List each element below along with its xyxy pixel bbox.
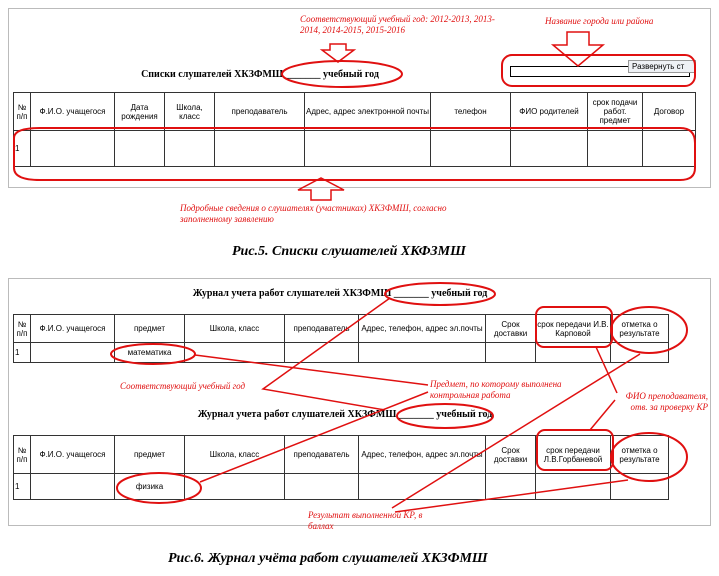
fig6-t1-header-cell: Срок доставки xyxy=(486,315,536,343)
fig5-caption: Рис.5. Списки слушателей ХКФЗМШ xyxy=(232,244,466,259)
fig6-t1-header-cell: Ф.И.О. учащегося xyxy=(31,315,115,343)
fig6-t2-header-cell: предмет xyxy=(115,436,185,474)
fig6-t2-header-cell: Адрес, телефон, адрес эл.почты xyxy=(359,436,486,474)
t1-subject-ellipse xyxy=(111,344,195,364)
fig6-t2-header-cell: Ф.И.О. учащегося xyxy=(31,436,115,474)
fig5-header-cell: телефон xyxy=(431,93,511,131)
fig6-t1-row-number: 1 xyxy=(14,343,31,363)
fig5-header-cell: Договор xyxy=(643,93,696,131)
fig6-t1-header-cell: преподаватель xyxy=(285,315,359,343)
fig6-t2-header-cell: отметка о результате xyxy=(611,436,669,474)
fig6-caption: Рис.6. Журнал учёта работ слушателей ХКЗФМШ xyxy=(168,551,488,566)
fig5-header-cell: Школа, класс xyxy=(165,93,215,131)
connector-teacher-2 xyxy=(590,400,615,430)
connector-subject-2 xyxy=(200,392,428,482)
city-rounded-box xyxy=(502,55,695,86)
t1-teacher-box xyxy=(536,307,612,347)
expand-button[interactable]: Развернуть ст xyxy=(628,60,696,73)
fig5-header-cell: преподаватель xyxy=(215,93,305,131)
fig6-t1-subject[interactable]: математика xyxy=(115,343,185,363)
fig6-t1-header-cell: Школа, класс xyxy=(185,315,285,343)
t2-result-ellipse xyxy=(611,433,687,481)
t2-teacher-box xyxy=(537,430,613,470)
fig5-header-cell: Ф.И.О. учащегося xyxy=(31,93,115,131)
fig5-note-year: Соответствующий учебный год: 2012-2013, 2013-2014, 2014-2015, 2015-2016 xyxy=(300,14,495,35)
fig6-t2-header-cell: № п/п xyxy=(14,436,31,474)
fig6-t2-header-cell: Срок доставки xyxy=(486,436,536,474)
fig5-header-cell: Дата рождения xyxy=(115,93,165,131)
details-row-outline xyxy=(14,128,695,180)
t2-subject-ellipse xyxy=(117,473,201,503)
fig5-note-city: Название города или района xyxy=(545,16,654,26)
fig6-note-teacher: ФИО преподавателя, отв. за проверку КР xyxy=(625,391,708,412)
t1-year-ellipse xyxy=(385,283,495,305)
fig6-t2-subject[interactable]: физика xyxy=(115,474,185,500)
fig6-note-subject: Предмет, по которому выполнена контрольная работа xyxy=(430,379,562,400)
fig5-header-cell: № п/п xyxy=(14,93,31,131)
fig6-note-result: Результат выполненной КР, в баллах xyxy=(308,510,423,531)
fig6-t1-header-cell: отметка о результате xyxy=(611,315,669,343)
fig6-t1-header-cell: № п/п xyxy=(14,315,31,343)
year-blank-ellipse xyxy=(282,61,402,87)
fig5-header-cell: ФИО родителей xyxy=(511,93,588,131)
up-arrow-details xyxy=(298,178,344,200)
fig5-header-cell: Адрес, адрес электронной почты xyxy=(305,93,431,131)
fig5-row-number: 1 xyxy=(14,131,31,167)
down-arrow-year xyxy=(322,44,354,62)
fig5-note-details: Подробные сведения о слушателях (участниках) ХКЗФМШ, согласно заполненному заявлению xyxy=(180,203,447,224)
fig5-title: Списки слушателей ХКЗФМШ _______ учебный год xyxy=(141,69,379,80)
fig6-t1-header-cell: срок передачи И.В. Карповой xyxy=(536,315,611,343)
fig6-t2-header-cell: преподаватель xyxy=(285,436,359,474)
t2-year-ellipse xyxy=(397,404,493,428)
connector-year-1 xyxy=(263,298,390,410)
fig6-t2-header-cell: срок передачи Л.В.Горбаневой xyxy=(536,436,611,474)
down-arrow-city xyxy=(553,32,603,66)
fig6-table2-title: Журнал учета работ слушателей ХКЗФМШ _______ учебный год xyxy=(197,409,493,420)
fig6-t2-row-number: 1 xyxy=(14,474,31,500)
fig6-t2-header-cell: Школа, класс xyxy=(185,436,285,474)
connector-subject-1 xyxy=(195,355,428,385)
fig6-table1-title: Журнал учета работ слушателей ХКЗФМШ _______ учебный год xyxy=(192,288,488,299)
fig6-note-year: Соответствующий учебный год xyxy=(120,381,246,391)
fig6-t1-header-cell: Адрес, телефон, адрес эл.почты xyxy=(359,315,486,343)
fig6-t1-header-cell: предмет xyxy=(115,315,185,343)
t1-result-ellipse xyxy=(611,307,687,353)
fig5-header-cell: срок подачи работ. предмет xyxy=(588,93,643,131)
